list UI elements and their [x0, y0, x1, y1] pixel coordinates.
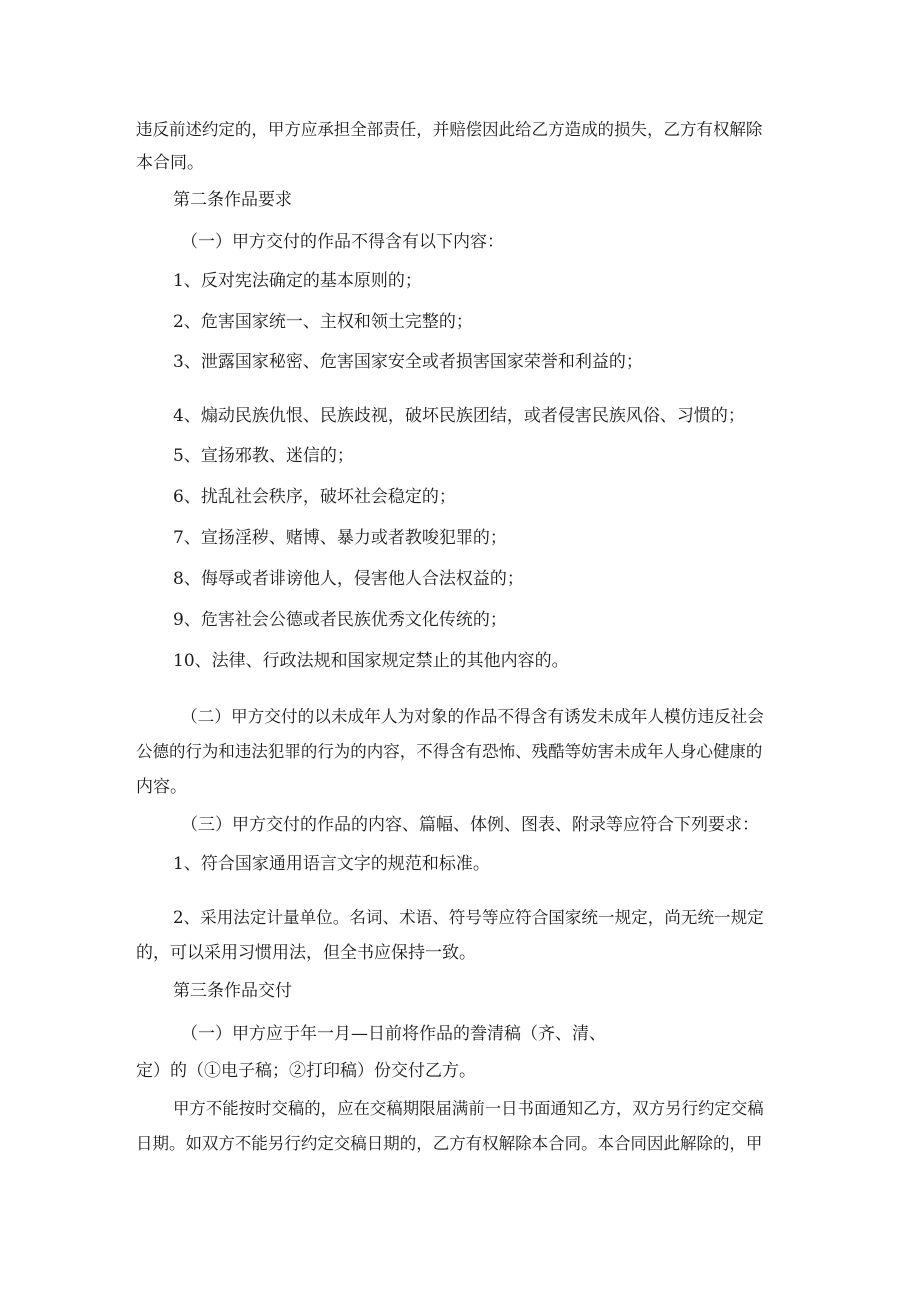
paragraph-line: 内容。 — [136, 777, 187, 797]
paragraph-line: 定）的（①电子稿；②打印稿）份交付乙方。 — [136, 1061, 476, 1081]
paragraph-line: 违反前述约定的，甲方应承担全部责任，并赔偿因此给乙方造成的损失，乙方有权解除 — [136, 120, 763, 139]
list-item: 6、扰乱社会秩序，破坏社会稳定的； — [173, 487, 456, 507]
subsection-heading: （三）甲方交付的作品的内容、篇幅、体例、图表、附录等应符合下列要求： — [181, 815, 759, 835]
list-item: 1、反对宪法确定的基本原则的； — [173, 271, 422, 291]
paragraph-line: 本合同。 — [136, 153, 204, 173]
list-item: 5、宣扬邪教、迷信的； — [173, 446, 354, 466]
list-item: 8、侮辱或者诽谤他人，侵害他人合法权益的； — [173, 569, 524, 589]
list-item: 9、危害社会公德或者民族优秀文化传统的； — [173, 610, 507, 630]
list-item: 3、泄露国家秘密、危害国家安全或者损害国家荣誉和利益的； — [173, 352, 643, 372]
section-heading: 第三条作品交付 — [173, 981, 292, 1001]
list-item: 2、危害国家统一、主权和领土完整的； — [173, 312, 473, 332]
paragraph-line: 日期。如双方不能另行约定交稿日期的，乙方有权解除本合同。本合同因此解除的，甲 — [136, 1134, 763, 1153]
list-item: 10、法律、行政法规和国家规定禁止的其他内容的。 — [173, 651, 569, 671]
list-item: 7、宣扬淫秽、赌博、暴力或者教唆犯罪的； — [173, 528, 507, 548]
paragraph-line: 公德的行为和违法犯罪的行为的内容，不得含有恐怖、残酷等妨害未成年人身心健康的 — [136, 742, 763, 761]
paragraph-line: （一）甲方应于年一月—日前将作品的誊清稿（齐、清、 — [181, 1024, 606, 1044]
list-item: 4、煽动民族仇恨、民族歧视，破坏民族团结，或者侵害民族风俗、习惯的； — [173, 406, 745, 426]
paragraph-line: （二）甲方交付的以未成年人为对象的作品不得含有诱发未成年人模仿违反社会 — [181, 707, 764, 726]
list-item: 1、符合国家通用语言文字的规范和标准。 — [173, 854, 490, 874]
subsection-heading: （一）甲方交付的作品不得含有以下内容： — [181, 232, 504, 252]
section-heading: 第二条作品要求 — [173, 190, 292, 210]
paragraph-line: 的，可以采用习惯用法，但全书应保持一致。 — [136, 943, 476, 963]
paragraph-line: 甲方不能按时交稿的，应在交稿期限届满前一日书面通知乙方，双方另行约定交稿 — [173, 1099, 764, 1118]
list-item: 2、采用法定计量单位。名词、术语、符号等应符合国家统一规定，尚无统一规定 — [173, 908, 764, 927]
